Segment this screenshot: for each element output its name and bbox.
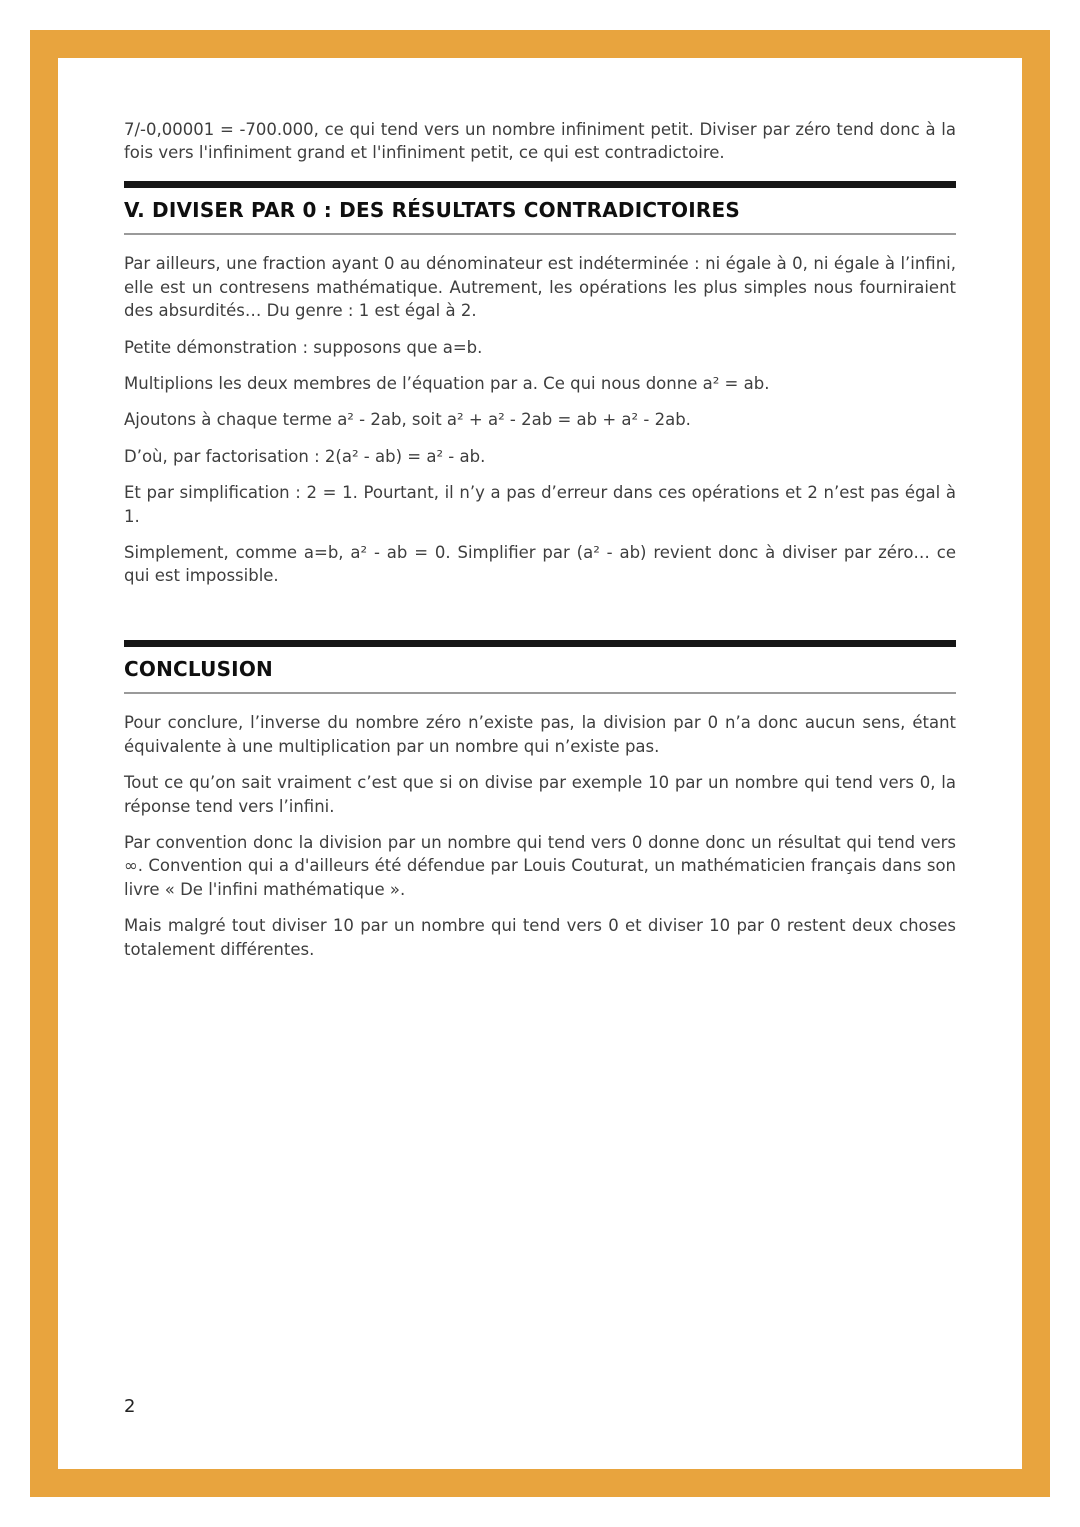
paragraph: Simplement, comme a=b, a² - ab = 0. Simplifier par (a² - ab) revient donc à diviser par zéro… ce qui est impossible.	[124, 543, 956, 586]
section-diviser-par-0	[124, 181, 956, 588]
section-conclusion	[124, 640, 956, 961]
section-heading-conclusion: CONCLUSION	[124, 640, 956, 694]
paragraph: Ajoutons à chaque terme a² - 2ab, soit a² + a² - 2ab = ab + a² - 2ab.	[124, 410, 691, 430]
paragraph: Par ailleurs, une fraction ayant 0 au dénominateur est indéterminée : ni égale à 0, ni égale à l’infini, elle est un contresens mathématique. Autrement, les opérations les plus simples nous fourniraient des absurdités… Du genre : 1 est égal à 2.	[124, 254, 956, 321]
paragraph: Mais malgré tout diviser 10 par un nombre qui tend vers 0 et diviser 10 par 0 restent deux choses totalement différentes.	[124, 916, 956, 959]
section-heading-diviser-par-0: V. DIVISER PAR 0 : DES RÉSULTATS CONTRADICTOIRES	[124, 181, 956, 235]
paragraph: D’où, par factorisation : 2(a² - ab) = a² - ab.	[124, 446, 486, 466]
paragraph: Par convention donc la division par un nombre qui tend vers 0 donne donc un résultat qui tend vers ∞. Convention qui a d'ailleurs été défendue par Louis Couturat, un mathématicien français dans son livre « De l'infini mathématique ».	[124, 832, 956, 899]
paragraph: Tout ce qu’on sait vraiment c’est que si on divise par exemple 10 par un nombre qui tend vers 0, la réponse tend vers l’infini.	[124, 773, 956, 816]
paragraph: Et par simplification : 2 = 1. Pourtant, il n’y a pas d’erreur dans ces opérations et 2 n’est pas égal à 1.	[124, 483, 956, 526]
paragraph: Pour conclure, l’inverse du nombre zéro n’existe pas, la division par 0 n’a donc aucun sens, étant équivalente à une multiplication par un nombre qui n’existe pas.	[124, 713, 956, 756]
paragraph-intro: 7/-0,00001 = -700.000, ce qui tend vers un nombre infiniment petit. Diviser par zéro tend donc à la fois vers l'infiniment grand et l'infiniment petit, ce qui est contradictoire.	[124, 120, 956, 163]
page-number: 2	[124, 1396, 136, 1417]
paragraph: Petite démonstration : supposons que a=b.	[124, 337, 483, 357]
document-page	[58, 58, 1022, 1469]
page-content	[58, 58, 1022, 1469]
paragraph: Multiplions les deux membres de l’équation par a. Ce qui nous donne a² = ab.	[124, 373, 770, 393]
page-frame-border	[30, 30, 1050, 1497]
